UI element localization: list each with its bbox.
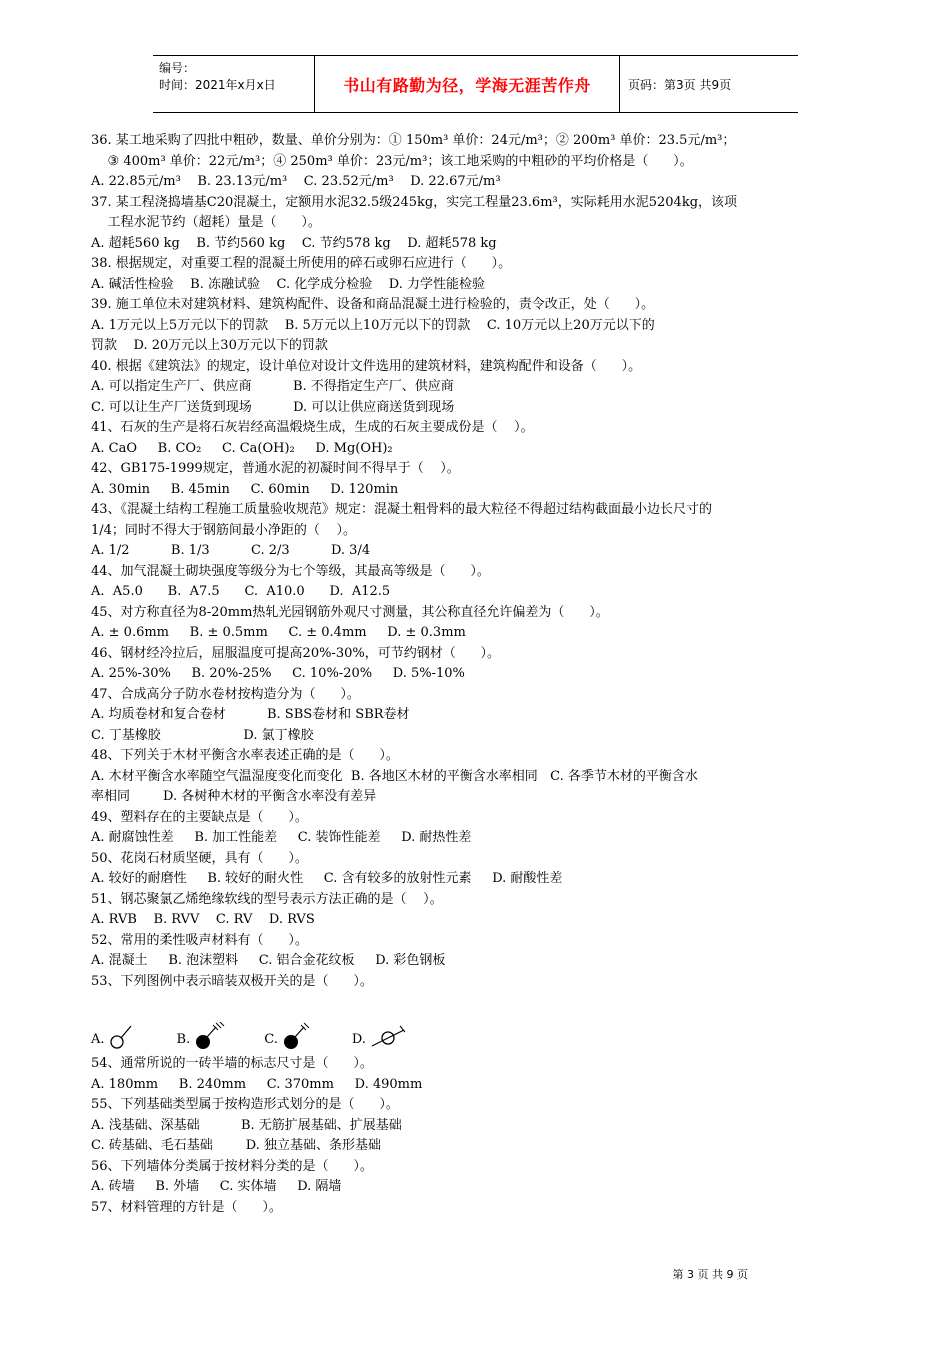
text-line: C. 丁基橡胶 D. 氯丁橡胶 [91, 727, 314, 743]
text-line: A. RVB B. RVV C. RV D. RVS [91, 912, 315, 927]
text-line: A. 木材平衡含水率随空气温湿度变化而变化 B. 各地区木材的平衡含水率相同 C. 各季节木材的平衡含水 [91, 768, 698, 784]
text-line: A. 超耗560 kg B. 节约560 kg C. 节约578 kg D. 超耗578 kg [91, 235, 497, 251]
text-line: 44、加气混凝土砌块强度等级分为七个等级，其最高等级是（ ）。 [91, 563, 490, 579]
q53-symbol-options [91, 1020, 861, 1050]
text-line: A. 180mm B. 240mm C. 370mm D. 490mm [91, 1076, 423, 1092]
text-line: A. 砖墙 B. 外墙 C. 实体墙 D. 隔墙 [91, 1179, 342, 1194]
header-motto: 书山有路勤为径，学海无涯苦作舟 [315, 56, 620, 112]
text-line: 55、下列基础类型属于按构造形式划分的是（ ）。 [91, 1097, 399, 1112]
text-line: 40. 根据《建筑法》的规定，设计单位对设计文件选用的建筑材料，建筑构配件和设备（ ）。 [91, 358, 642, 374]
text-line: A. CaO B. CO₂ C. Ca(OH)₂ D. Mg(OH)₂ [91, 440, 393, 456]
text-line: A. 混凝土 B. 泡沫塑料 C. 铝合金花纹板 D. 彩色钢板 [91, 953, 446, 968]
header-meta [153, 56, 315, 112]
text-line: A. 25%-30% B. 20%-25% C. 10%-20% D. 5%-10% [91, 666, 465, 681]
text-line: C. 砖基础、毛石基础 D. 独立基础、条形基础 [91, 1138, 382, 1153]
q53-option-c [264, 1022, 314, 1050]
text-line: A. 30min B. 45min C. 60min D. 120min [91, 481, 399, 497]
option-label: A. [91, 1031, 105, 1047]
page-header [153, 55, 798, 113]
text-line: 53、下列图例中表示暗装双极开关的是（ ）。 [91, 973, 373, 989]
switch-symbol-a-icon [109, 1022, 139, 1050]
option-label: D. [351, 1031, 366, 1047]
text-line: 1/4；同时不得大于钢筋间最小净距的（ ）。 [91, 522, 356, 538]
text-line: A. 可以指定生产厂、供应商 B. 不得指定生产厂、供应商 [91, 379, 454, 394]
text-line: A. 较好的耐磨性 B. 较好的耐火性 C. 含有较多的放射性元素 D. 耐酸性差 [91, 871, 563, 886]
text-line: 54、通常所说的一砖半墙的标志尺寸是（ ）。 [91, 1056, 373, 1071]
switch-symbol-c-icon [282, 1022, 314, 1050]
text-line: 38. 根据规定，对重要工程的混凝土所使用的碎石或卵石应进行（ ）。 [91, 256, 512, 271]
number-label: 编号： [159, 61, 196, 75]
text-line: A. A5.0 B. A7.5 C. A10.0 D. A12.5 [91, 584, 391, 599]
text-line: A. 22.85元/m³ B. 23.13元/m³ C. 23.52元/m³ D. 22.67元/m³ [91, 174, 501, 189]
text-line: 47、合成高分子防水卷材按构造分为（ ）。 [91, 686, 360, 702]
text-line: 工程水泥节约（超耗）量是（ ）。 [91, 215, 321, 230]
text-line: 42、GB175-1999规定，普通水泥的初凝时间不得早于（ ）。 [91, 461, 460, 476]
text-line: A. ± 0.6mm B. ± 0.5mm C. ± 0.4mm D. ± 0.3mm [91, 625, 466, 640]
text-line: A. 1/2 B. 1/3 C. 2/3 D. 3/4 [91, 543, 371, 558]
switch-symbol-d-icon [370, 1022, 410, 1050]
option-label: B. [176, 1031, 191, 1047]
text-line: 45、对方称直径为8-20mm热轧光园钢筋外观尺寸测量，其公称直径允许偏差为（ ）。 [91, 604, 609, 620]
text-line: 39. 施工单位未对建筑材料、建筑构配件、设备和商品混凝土进行检验的，责令改正，处（ ）。 [91, 297, 655, 312]
question-list [91, 131, 861, 1218]
text-line: 52、常用的柔性吸声材料有（ ）。 [91, 932, 308, 948]
text-line: A. 1万元以上5万元以下的罚款 B. 5万元以上10万元以下的罚款 C. 10万元以上20万元以下的 [91, 317, 655, 333]
text-line: 57、材料管理的方针是（ ）。 [91, 1199, 282, 1215]
text-line: C. 可以让生产厂送货到现场 D. 可以让供应商送货到现场 [91, 399, 455, 415]
text-line: 罚款 D. 20万元以上30万元以下的罚款 [91, 338, 328, 353]
q53-option-b [177, 1022, 227, 1050]
text-line: 43、《混凝土结构工程施工质量验收规范》规定：混凝土粗骨料的最大粒径不得超过结构截面最小边长尺寸的 [91, 502, 713, 517]
switch-symbol-b-icon [194, 1022, 226, 1050]
text-line: 41、石灰的生产是将石灰岩经高温煅烧生成，生成的石灰主要成份是（ ）。 [91, 420, 534, 435]
text-line: A. 耐腐蚀性差 B. 加工性能差 C. 装饰性能差 D. 耐热性差 [91, 830, 472, 845]
text-line: 率相同 D. 各树种木材的平衡含水率没有差异 [91, 789, 377, 804]
text-line: 49、塑料存在的主要缺点是（ ）。 [91, 809, 308, 825]
text-line: A. 浅基础、深基础 B. 无筋扩展基础、扩展基础 [91, 1117, 402, 1133]
text-line: 50、花岗石材质坚硬，具有（ ）。 [91, 850, 308, 866]
page-label: 页码：第3页 共9页 [628, 77, 732, 92]
option-label: C. [264, 1031, 278, 1047]
text-line: A. 碱活性检验 B. 冻融试验 C. 化学成分检验 D. 力学性能检验 [91, 276, 486, 292]
text-line: ③ 400m³ 单价：22元/m³；④ 250m³ 单价：23元/m³；该工地采购的中粗砂的平均价格是（ ）。 [91, 153, 693, 169]
text-line: 46、钢材经冷拉后，屈服温度可提高20%-30%，可节约钢材（ ）。 [91, 645, 501, 661]
text-line: A. 均质卷材和复合卷材 B. SBS卷材和 SBR卷材 [91, 707, 410, 722]
q53-option-a [91, 1022, 139, 1050]
text-line: 51、钢芯聚氯乙烯绝缘软线的型号表示方法正确的是（ ）。 [91, 891, 443, 907]
q53-option-d [352, 1022, 410, 1050]
text-line: 37. 某工程浇捣墙基C20混凝土，定额用水泥32.5级245kg，实完工程量23.6m³，实际耗用水泥5204kg，该项 [91, 194, 738, 210]
text-line: 56、下列墙体分类属于按材料分类的是（ ）。 [91, 1158, 373, 1174]
page-footer: 第 3 页 共 9 页 [672, 1268, 748, 1281]
time-label: 时间：2021年x月x日 [159, 78, 276, 92]
text-line: 48、下列关于木材平衡含水率表述正确的是（ ）。 [91, 748, 399, 763]
text-line: 36. 某工地采购了四批中粗砂，数量、单价分别为：① 150m³ 单价：24元/m³；② 200m³ 单价：23.5元/m³； [91, 133, 736, 148]
